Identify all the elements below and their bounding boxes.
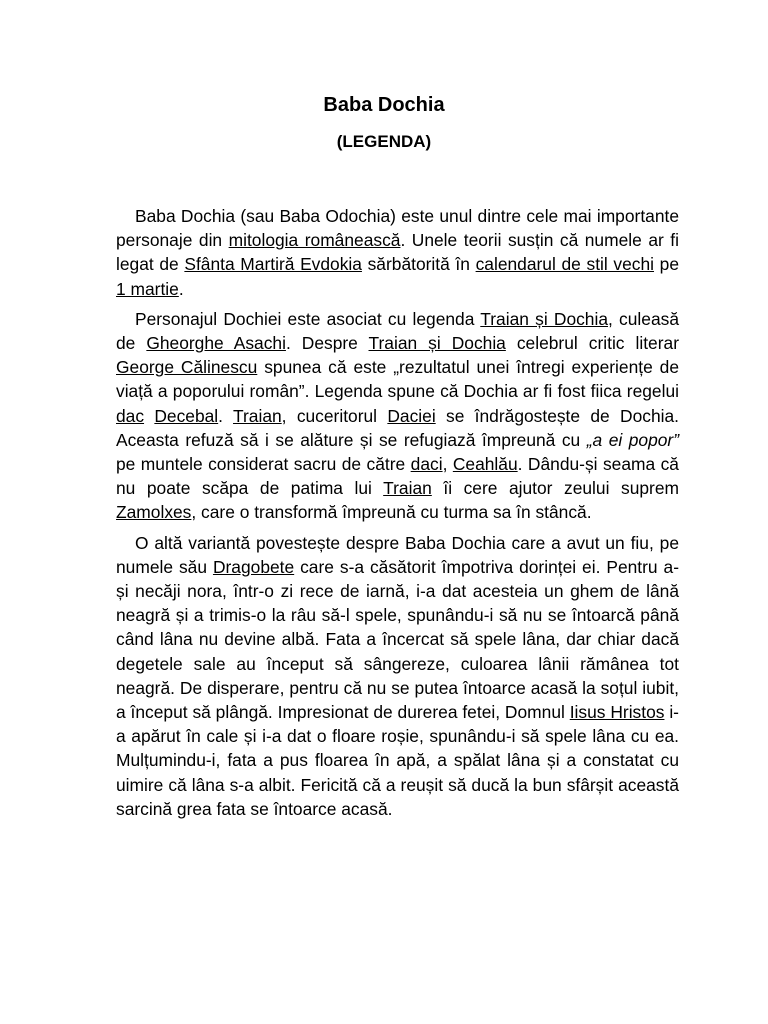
- link-traian-2[interactable]: Traian: [383, 478, 432, 499]
- text-run: Personajul Dochiei este asociat cu legenda: [135, 308, 481, 329]
- text-run: îi cere ajutor zeului suprem: [431, 478, 679, 499]
- paragraph-variant: [116, 531, 679, 821]
- text-run: celebrul critic literar: [505, 333, 679, 354]
- link-dragobete[interactable]: Dragobete: [212, 556, 295, 577]
- link-1-martie[interactable]: 1 martie: [116, 278, 179, 299]
- link-decebal[interactable]: Decebal: [154, 405, 219, 426]
- text-run: .: [218, 405, 234, 426]
- link-iisus-hristos[interactable]: Iisus Hristos: [569, 702, 665, 723]
- link-traian-si-dochia-2[interactable]: Traian și Dochia: [368, 333, 506, 354]
- text-run: , care o transformă împreună cu turma sa în stâncă.: [191, 502, 592, 523]
- text-run: O altă variantă povestește despre Baba Dochia care a avut un fiu, pe numele său: [116, 532, 679, 577]
- text-run: sărbătorită în: [361, 254, 476, 275]
- text-run: . Dându-și seama că nu poate scăpa de patima lui: [116, 454, 679, 499]
- emphasis-a-ei-popor: „a ei popor”: [586, 429, 679, 450]
- document-subtitle: (LEGENDA): [336, 132, 432, 151]
- text-run: pe: [654, 254, 680, 275]
- link-ceahlau[interactable]: Ceahlău: [452, 454, 518, 475]
- link-daci[interactable]: daci: [410, 454, 443, 475]
- link-daciei[interactable]: Daciei: [387, 405, 436, 426]
- paragraph-legend: [116, 307, 679, 525]
- link-dac[interactable]: dac: [116, 405, 145, 426]
- text-run: . Unele teorii susțin că numele ar fi legat de: [116, 230, 679, 275]
- link-gheorghe-asachi[interactable]: Gheorghe Asachi: [146, 333, 286, 354]
- text-run: i-a apărut în cale și i-a dat o floare roșie, spunându-i să spele lâna cu ea. Mulțumindu-i, fata a pus floarea în apă, a spălat lâna și a constatat cu uimire că lâna s-a albit. Fericită că a reușit să ducă la bun sfârșit această sarcină grea fata se întoarce acasă.: [116, 702, 679, 819]
- text-run: .: [178, 278, 184, 299]
- paragraph-intro: [116, 204, 679, 301]
- text-run: care s-a căsătorit împotriva dorinței ei. Pentru a-și necăji nora, într-o zi rece de iarnă, i-a dat acesteia un ghem de lână neagră și a trimis-o la râu să-l spele, spunându-i să nu se întoarcă până când lâna nu devine albă. Fata a încercat să spele lâna, dar chiar dacă degetele sale au început să sângereze, culoarea lânii rămânea tot neagră. De disperare, pentru că nu se putea întoarce acasă la soțul iubit, a început să plângă. Impresionat de durerea fetei, Domnul: [116, 556, 679, 723]
- document-body: [116, 204, 679, 827]
- link-zamolxes[interactable]: Zamolxes: [116, 502, 192, 523]
- text-run: , culeasă de: [116, 308, 679, 354]
- text-run: ,: [442, 454, 453, 475]
- text-run: se îndrăgostește de Dochia. Aceasta refuză să i se alăture și se refugiază împreună cu: [116, 405, 679, 450]
- text-run: Baba Dochia (sau Baba Odochia) este unul dintre cele mai importante personaje din: [116, 206, 679, 251]
- text-run: . Despre: [285, 333, 369, 354]
- text-run: spunea că este „rezultatul unei întregi experiențe de viață a poporului român”. Legenda spune că Dochia ar fi fost fiica regelui: [116, 357, 680, 402]
- text-run: pe muntele considerat sacru de către: [116, 454, 411, 475]
- link-traian-si-dochia[interactable]: Traian și Dochia: [480, 308, 609, 329]
- link-calendarul-de-stil-vechi[interactable]: calendarul de stil vechi: [475, 254, 655, 275]
- link-sfanta-martira-evdokia[interactable]: Sfânta Martiră Evdokia: [184, 254, 362, 275]
- text-run: , cuceritorul: [281, 405, 388, 426]
- link-george-calinescu[interactable]: George Călinescu: [116, 357, 258, 378]
- link-mitologia-romaneasca[interactable]: mitologia românească: [228, 230, 401, 251]
- link-traian[interactable]: Traian: [233, 405, 282, 426]
- text-run: [144, 406, 154, 426]
- document-title: Baba Dochia: [323, 94, 445, 116]
